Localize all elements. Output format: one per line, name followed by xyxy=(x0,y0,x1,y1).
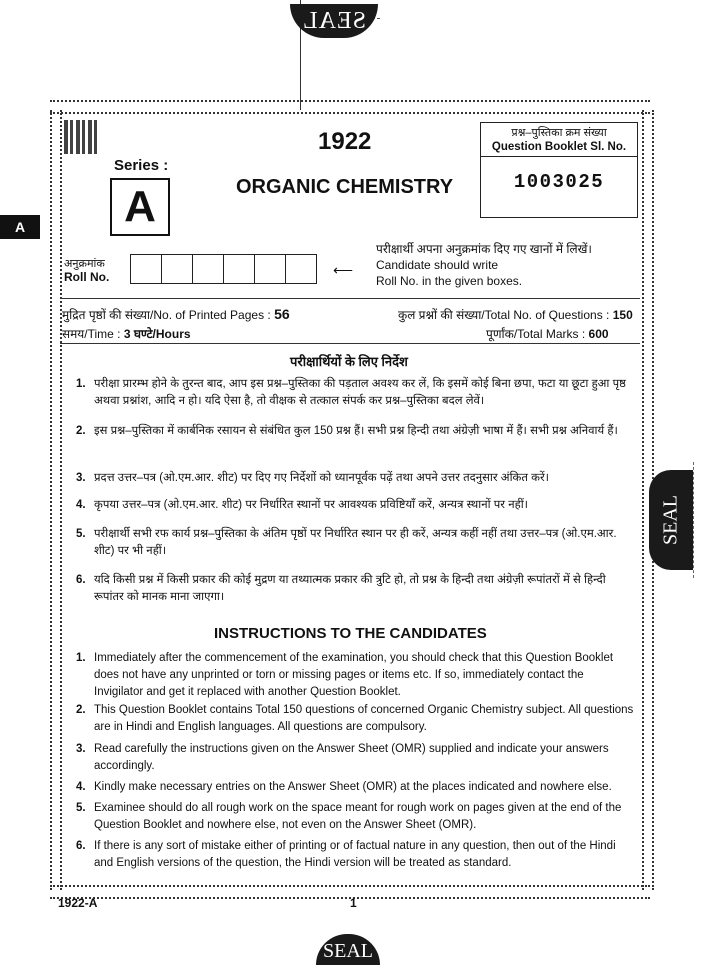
roll-digit-box[interactable] xyxy=(255,255,286,283)
english-item-6 xyxy=(76,838,636,872)
booklet-number-header xyxy=(481,123,637,157)
item-number: 5. xyxy=(76,802,86,814)
item-text: Examinee should do all rough work on the space meant for rough work on pages given at the end of the Question Booklet and nowhere else, not even on the Answer Sheet (OMR). xyxy=(94,802,622,831)
item-number: 6. xyxy=(76,840,86,852)
roll-digit-box[interactable] xyxy=(224,255,255,283)
series-box: A xyxy=(110,178,170,236)
english-item-2 xyxy=(76,702,636,736)
dotted-border-top xyxy=(50,100,650,114)
printed-pages xyxy=(62,306,290,323)
time-label: समय/Time : xyxy=(62,327,121,341)
item-number: 3. xyxy=(76,743,86,755)
item-text: प्रदत्त उत्तर–पत्र (ओ.एम.आर. शीट) पर दिए गए निर्देशों को ध्यानपूर्वक पढ़ें तथा अपने उत्तर तदनुसार अंकित करें। xyxy=(94,472,550,484)
english-item-5 xyxy=(76,800,636,834)
printed-pages-label: मुद्रित पृष्ठों की संख्या/No. of Printed Pages : xyxy=(62,308,271,322)
item-number: 2. xyxy=(76,425,86,437)
roll-note-en2: Roll No. in the given boxes. xyxy=(376,274,523,288)
item-number: 1. xyxy=(76,652,86,664)
divider xyxy=(60,343,640,344)
booklet-number-box xyxy=(480,122,638,218)
subject-title: ORGANIC CHEMISTRY xyxy=(236,176,454,198)
booklet-label-hi: प्रश्न–पुस्तिका क्रम संख्या xyxy=(511,127,607,139)
item-number: 1. xyxy=(76,378,86,390)
seal-top: SEAL xyxy=(290,4,378,38)
total-questions xyxy=(398,306,633,323)
roll-number-boxes[interactable] xyxy=(130,254,317,284)
item-text: परीक्षा प्रारम्भ होने के तुरन्त बाद, आप इस प्रश्न–पुस्तिका की पड़ताल अवश्य कर लें, कि इसमें कोई बिना छपा, फटा या छूटा हुआ पृष्ठ अथवा प्रश्नांश, आदि न हो। यदि ऐसा है, तो वीक्षक से तत्काल संपर्क कर प्रश्न–पुस्तिका बदल लेवें। xyxy=(94,378,626,407)
seal-strip xyxy=(693,462,720,578)
roll-digit-box[interactable] xyxy=(286,255,316,283)
total-questions-label: कुल प्रश्नों की संख्या/Total No. of Questions : xyxy=(398,308,610,322)
hindi-item-3 xyxy=(76,470,636,487)
roll-label-hi: अनुक्रमांक xyxy=(64,258,105,270)
booklet-number: 1003025 xyxy=(513,171,605,193)
time xyxy=(62,325,191,342)
item-number: 4. xyxy=(76,781,86,793)
total-marks xyxy=(486,325,609,342)
seal-bottom: SEAL xyxy=(316,934,380,965)
series-tab: A xyxy=(0,215,40,239)
item-text: Kindly make necessary entries on the Answer Sheet (OMR) at the places indicated and nowhere else. xyxy=(94,781,612,793)
item-number: 6. xyxy=(76,574,86,586)
total-marks-value: 600 xyxy=(588,327,609,341)
footer-code: 1922-A xyxy=(58,896,98,910)
item-number: 3. xyxy=(76,472,86,484)
roll-note xyxy=(376,241,592,289)
item-number: 5. xyxy=(76,528,86,540)
english-heading: INSTRUCTIONS TO THE CANDIDATES xyxy=(214,625,487,642)
arrow-left-icon: ⟵ xyxy=(333,262,354,278)
printed-pages-value: 56 xyxy=(274,306,290,322)
item-number: 4. xyxy=(76,499,86,511)
qr-code-icon xyxy=(64,120,98,154)
roll-note-en1: Candidate should write xyxy=(376,258,499,272)
dotted-border-left xyxy=(50,110,62,890)
roll-digit-box[interactable] xyxy=(193,255,224,283)
item-text: If there is any sort of mistake either of printing or of factual nature in any question, then out of the Hindi and English versions of the question, the Hindi version will be treated as standard. xyxy=(94,840,616,869)
english-item-1 xyxy=(76,650,636,701)
item-text: परीक्षार्थी सभी रफ कार्य प्रश्न–पुस्तिका के अंतिम पृष्ठों पर निर्धारित स्थान पर ही करें, अन्यत्र कहीं नहीं तथा उत्तर–पत्र (ओ.एम.आर. शीट) पर भी नहीं। xyxy=(94,528,617,557)
english-item-3 xyxy=(76,741,636,775)
page-number: 1 xyxy=(350,896,357,910)
item-number: 2. xyxy=(76,704,86,716)
time-value: 3 घण्टे/Hours xyxy=(123,327,191,341)
hindi-item-6 xyxy=(76,572,636,606)
roll-note-hi: परीक्षार्थी अपना अनुक्रमांक दिए गए खानों में लिखें। xyxy=(376,242,592,256)
english-item-4 xyxy=(76,779,636,796)
item-text: कृपया उत्तर–पत्र (ओ.एम.आर. शीट) पर निर्धारित स्थानों पर आवश्यक प्रविष्टियाँ करें, अन्यत्र स्थानों पर नहीं। xyxy=(94,499,529,511)
hindi-item-1 xyxy=(76,376,636,410)
item-text: इस प्रश्न–पुस्तिका में कार्बनिक रसायन से संबंधित कुल 150 प्रश्न हैं। सभी प्रश्न हिन्दी तथा अंग्रेज़ी भाषा में हैं। सभी प्रश्न अनिवार्य हैं। xyxy=(94,425,618,437)
roll-label-en: Roll No. xyxy=(64,270,110,284)
divider xyxy=(60,298,640,299)
hindi-item-2 xyxy=(76,423,636,440)
item-text: This Question Booklet contains Total 150 questions of concerned Organic Chemistry subject. All questions are in Hindi and English languages. All questions are compulsory. xyxy=(94,704,634,733)
booklet-label-en: Question Booklet Sl. No. xyxy=(491,141,627,153)
hindi-heading: परीक्षार्थियों के लिए निर्देश xyxy=(290,354,408,369)
seal-right xyxy=(649,470,693,570)
series-label: Series : xyxy=(114,157,169,174)
item-text: यदि किसी प्रश्न में किसी प्रकार की कोई मुद्रण या तथ्यात्मक प्रकार की त्रुटि हो, तो प्रश्न के हिन्दी तथा अंग्रेज़ी रूपांतरों में से हिन्दी रूपांतर को मानक माना जाएगा। xyxy=(94,574,606,603)
total-marks-label: पूर्णांक/Total Marks : xyxy=(486,327,586,341)
hindi-item-5 xyxy=(76,526,636,560)
paper-code: 1922 xyxy=(318,128,372,155)
seal-right-text: SEAL xyxy=(659,495,682,545)
roll-digit-box[interactable] xyxy=(162,255,193,283)
total-questions-value: 150 xyxy=(612,308,633,322)
item-text: Immediately after the commencement of the examination, you should check that this Question Booklet does not have any unprinted or torn or missing pages or items etc. If so, immediately contact the Invigilator and get it replaced with another Question Booklet. xyxy=(94,652,614,698)
roll-digit-box[interactable] xyxy=(131,255,162,283)
hindi-item-4 xyxy=(76,497,636,514)
item-text: Read carefully the instructions given on the Answer Sheet (OMR) supplied and indicate your answers accordingly. xyxy=(94,743,609,772)
